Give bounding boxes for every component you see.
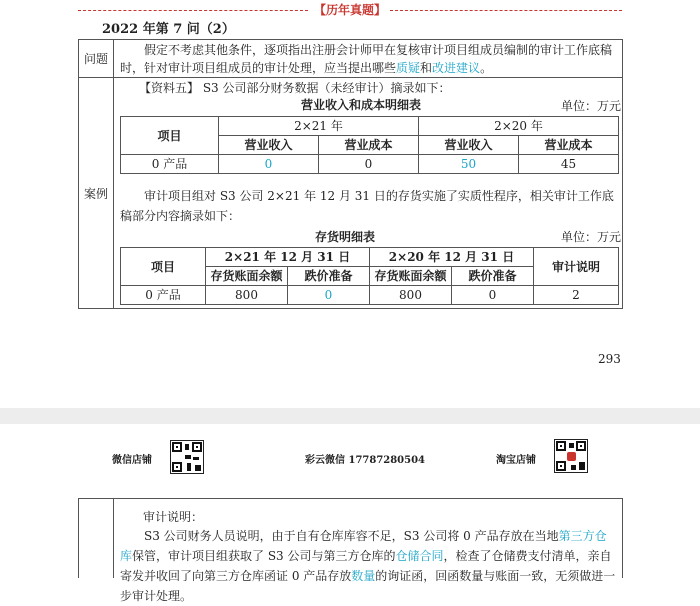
table2-prov-2021: 0 (288, 286, 370, 305)
frame-column-divider (113, 40, 114, 308)
table2-prov-header-2020: 跌价准备 (452, 267, 534, 286)
audit-note-title: 审计说明： (143, 510, 204, 524)
qr-finder (576, 441, 586, 451)
audit-note-text-a: S3 公司财务人员说明，由于自有仓库库容不足，S3 公司将 0 产品存放在当地 (144, 529, 559, 543)
table2-book-2021: 800 (206, 286, 288, 305)
inventory-paragraph: 审计项目组对 S3 公司 2×21 年 12 月 31 日的存货实施了实质性程序，相关审计工作底稿部分内容摘录如下： (120, 189, 614, 223)
table1-cost-2020: 45 (519, 155, 619, 174)
table1-unit: 单位：万元 (561, 99, 622, 113)
wechat-contact: 彩云微信 17787280504 (305, 455, 426, 466)
qr-code-icon (554, 439, 588, 473)
banner-label: 【历年真题】 (313, 3, 386, 17)
revenue-cost-table (120, 116, 619, 174)
audit-note-text-b: 保管，审计项目组获取了 S3 公司与第三方仓库的 (132, 549, 396, 563)
qr-module (193, 457, 199, 460)
taobao-logo-icon (567, 452, 576, 461)
table2-unit: 单位：万元 (561, 230, 622, 244)
audit-note-text-d: 的询证函，回函数量与账面一致，无须做进一步审计处理。 (120, 569, 616, 603)
qr-module (571, 465, 576, 470)
table1-item-header: 项目 (121, 117, 219, 155)
qr-finder (172, 462, 182, 472)
table2-prov-header-2021: 跌价准备 (288, 267, 370, 286)
highlight-third-party-warehouse: 第三方仓库 (120, 529, 607, 563)
table1-rev-2021: 0 (219, 155, 319, 174)
audit-note-frame (78, 498, 623, 603)
table1-cost-2021: 0 (319, 155, 419, 174)
table-row (121, 248, 619, 267)
frame-column-divider (113, 499, 114, 578)
highlight-suggestion: 改进建议 (432, 61, 481, 75)
table-row (121, 117, 619, 136)
table2-row-label: 0 产品 (121, 286, 206, 305)
qr-finder (556, 441, 566, 451)
table2-date1-header: 2×21 年 12 月 31 日 (206, 248, 370, 267)
question-frame (78, 39, 623, 309)
table1-year1-header: 2×21 年 (219, 117, 419, 136)
highlight-challenge: 质疑 (396, 61, 421, 75)
qr-module (569, 443, 574, 448)
material-line: 【资料五】 S3 公司部分财务数据（未经审计）摘录如下： (139, 81, 451, 95)
table2-note-ref: 2 (534, 286, 619, 305)
table1-cost-header-2020: 营业成本 (519, 136, 619, 155)
question-text-b: 和 (420, 61, 433, 75)
table1-rev-header-2021: 营业收入 (219, 136, 319, 155)
banner-divider-left (78, 10, 308, 11)
table2-book-header-2020: 存货账面余额 (370, 267, 452, 286)
qr-module (185, 444, 189, 450)
taobao-store-label: 淘宝店铺 (496, 455, 536, 466)
inventory-table (120, 247, 619, 305)
table1-row-label: 0 产品 (121, 155, 219, 174)
qr-finder (192, 442, 202, 452)
question-text (120, 41, 618, 77)
audit-note-text-c: ，检查了仓储费支付清单，亲自寄发并收回了向第三方仓库函证 0 产品存放 (120, 549, 612, 583)
qr-finder (556, 461, 566, 471)
question-label: 问题 (83, 52, 108, 66)
table1-cost-header-2021: 营业成本 (319, 136, 419, 155)
table2-prov-2020: 0 (452, 286, 534, 305)
table2-book-header-2021: 存货账面余额 (206, 267, 288, 286)
qr-code-icon (170, 440, 204, 474)
table-row (121, 286, 619, 305)
question-text-a: 假定不考虑其他条件，逐项指出注册会计师甲在复核审计项目组成员编制的审计工作底稿时，针对审计项目组成员的审计处理，应当提出哪些 (120, 43, 613, 75)
banner-divider-right (390, 10, 622, 11)
page-gap (0, 408, 700, 424)
page-number: 293 (598, 352, 621, 366)
qr-module (195, 465, 201, 471)
question-title: 2022 年第 7 问（2） (102, 22, 235, 37)
table1-year2-header: 2×20 年 (419, 117, 619, 136)
table2-note-header: 审计说明 (534, 248, 619, 286)
audit-note-text (120, 526, 618, 606)
qr-finder (172, 442, 182, 452)
table2-item-header: 项目 (121, 248, 206, 286)
frame-row-divider (79, 77, 622, 78)
table1-title: 营业收入和成本明细表 (301, 98, 422, 112)
highlight-storage-contract: 仓储合同 (395, 549, 444, 563)
qr-module (579, 462, 585, 470)
table-row (121, 155, 619, 174)
highlight-quantity: 数量 (351, 569, 376, 583)
case-label: 案例 (83, 187, 108, 201)
section-banner (78, 2, 622, 18)
table2-book-2020: 800 (370, 286, 452, 305)
table1-rev-2020: 50 (419, 155, 519, 174)
wechat-store-label: 微信店铺 (112, 455, 152, 466)
question-text-c: 。 (480, 61, 493, 75)
table1-rev-header-2020: 营业收入 (419, 136, 519, 155)
page-294 (0, 424, 700, 603)
qr-module (187, 463, 191, 471)
table2-title: 存货明细表 (315, 230, 376, 244)
table2-date2-header: 2×20 年 12 月 31 日 (370, 248, 534, 267)
qr-module (185, 455, 191, 459)
